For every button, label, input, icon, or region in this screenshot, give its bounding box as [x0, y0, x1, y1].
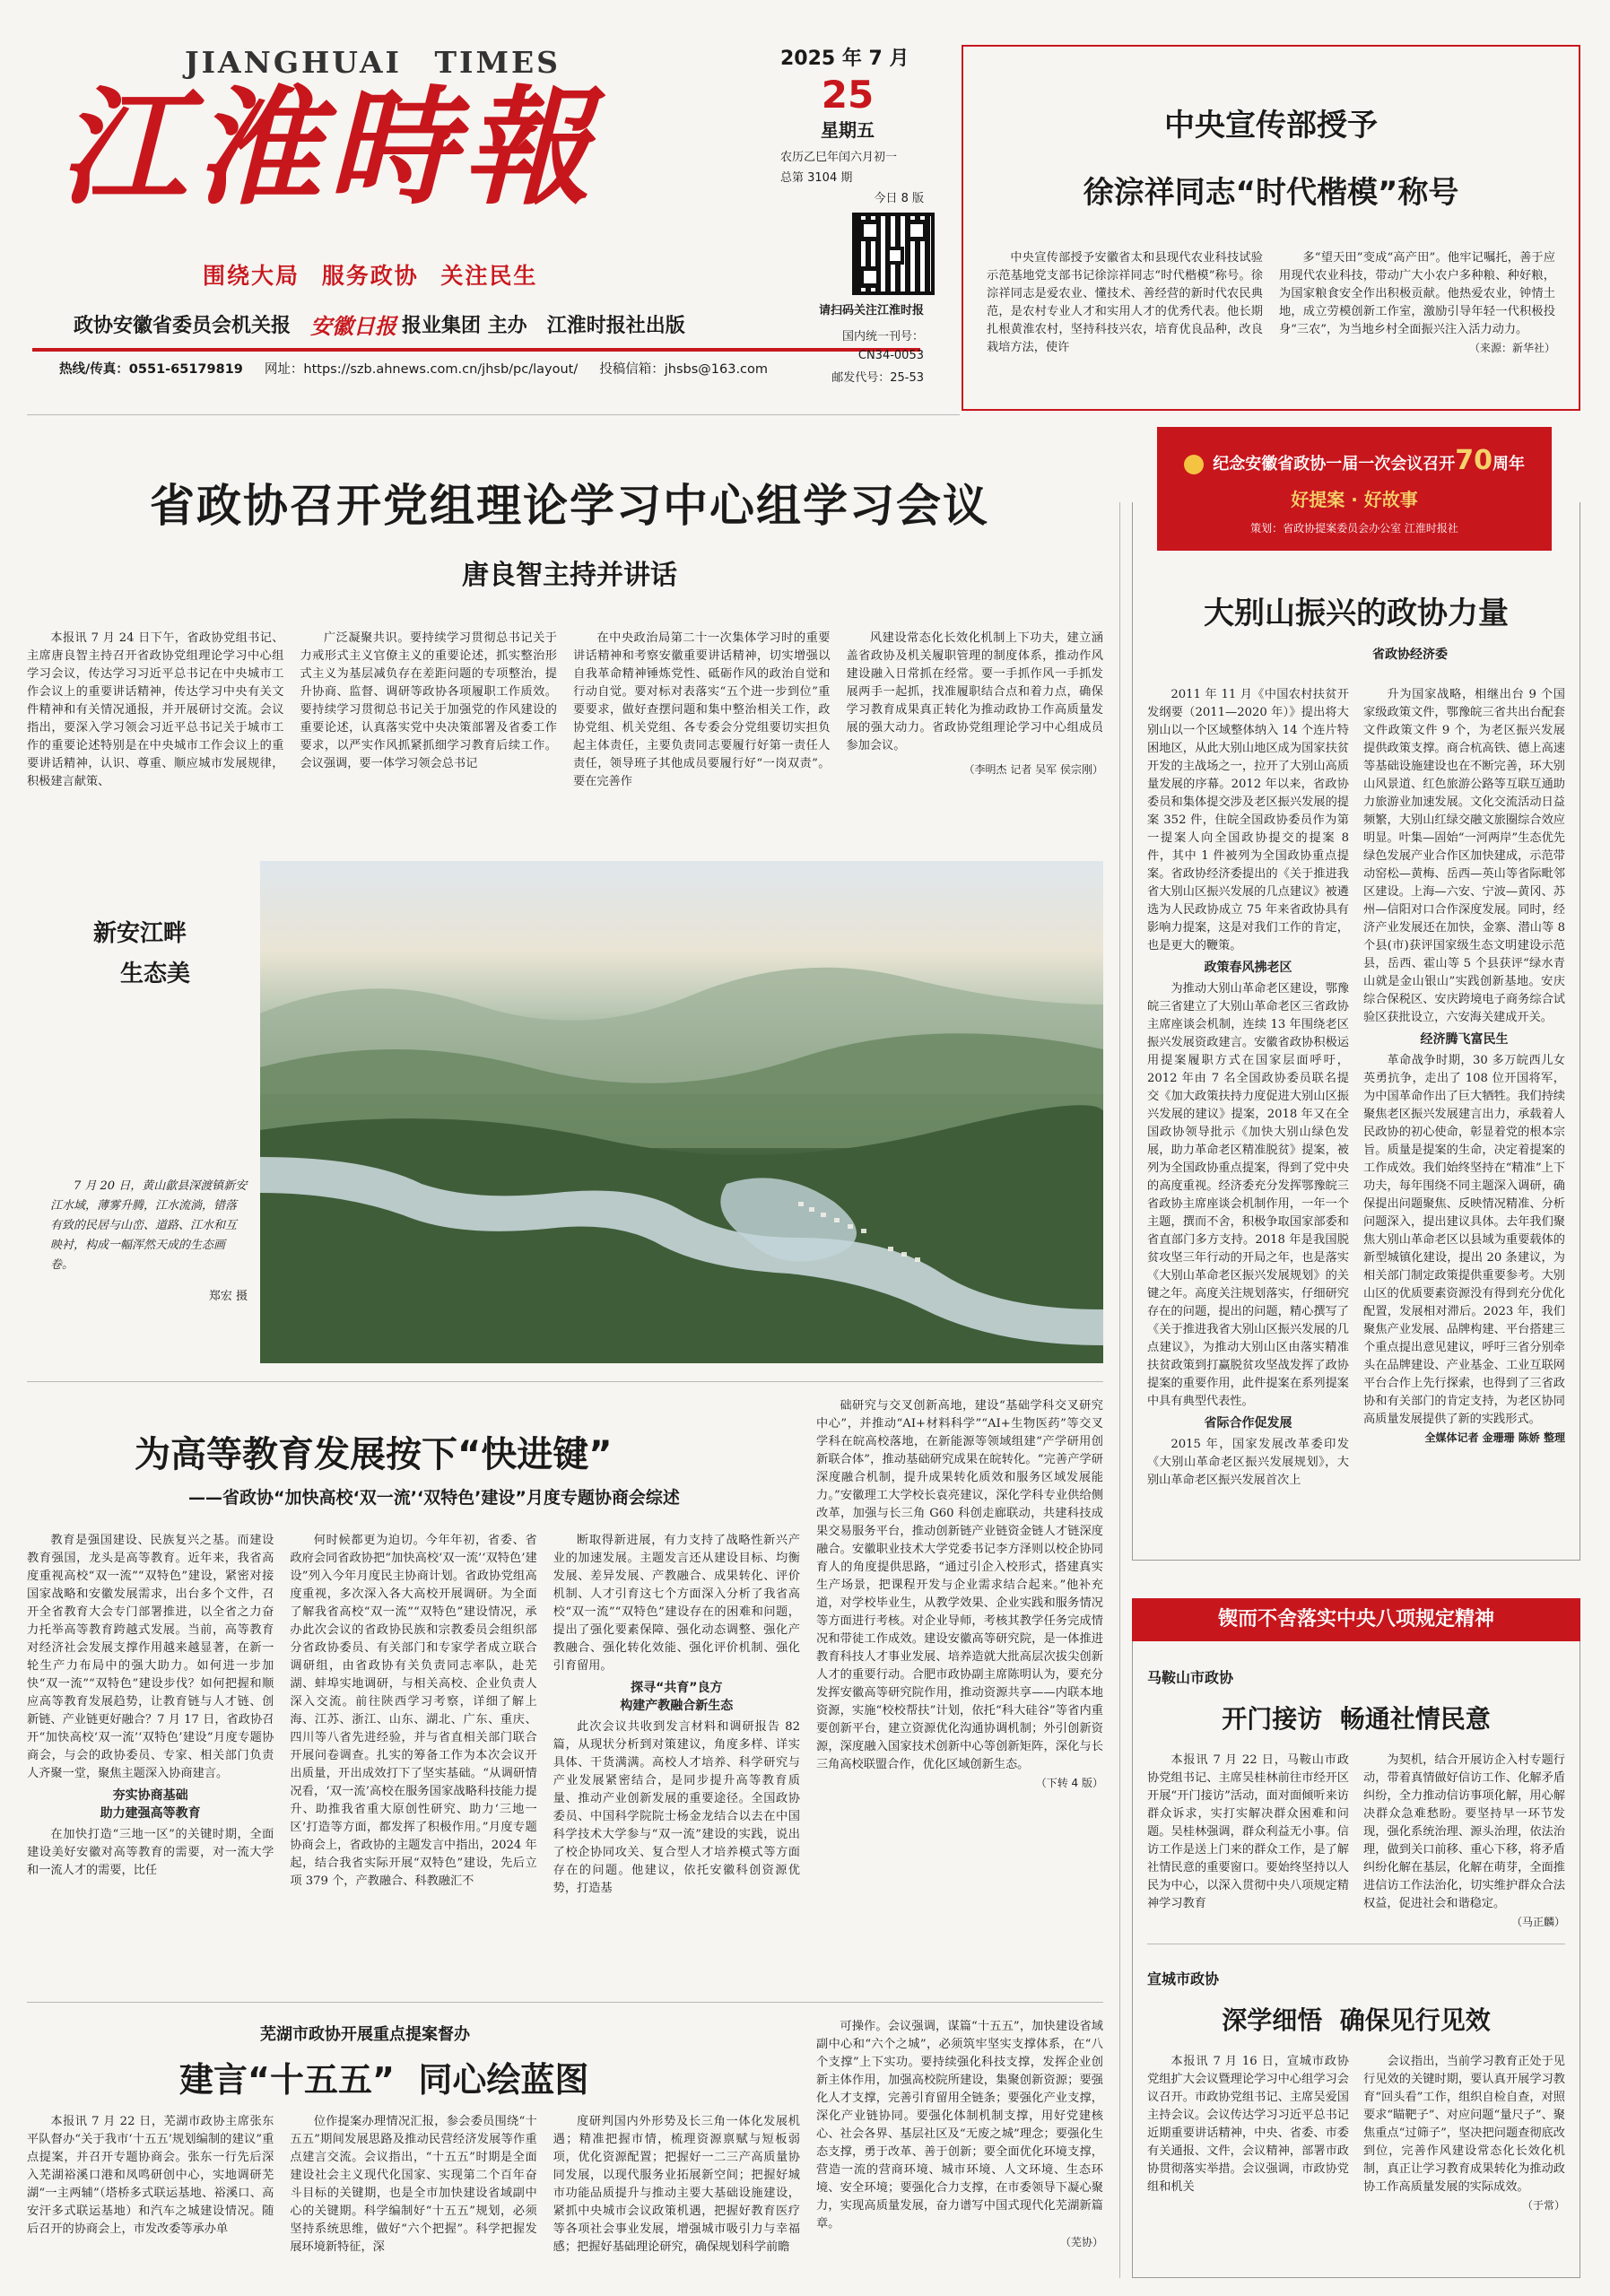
lead-col-2: 广泛凝聚共识。要持续学习贯彻总书记关于力戒形式主义官僚主义的重要论述，抓实整治形式主义为基层减负存在差距问题的专项整治，提升协商、监督、调研等政协各项履职工作质效。要持续学习贯彻总书记关于加强党的作风建设的重要论述，认真落实党中央决策部署及省委工作要求，以严实作风抓紧抓细学习教育后续工作。会议强调，要一体学习领会总书记 [300, 631, 557, 770]
wuhu-byline: （芜协） [1059, 2236, 1103, 2248]
cn-label: 国内统一刊号： [841, 330, 924, 344]
wuhu-col-3: 度研判国内外形势及长三角一体化发展机遇；精准把握市情，梳理资源禀赋与短板弱项，优化资源配置；把握好一二三产高质量协同发展，以现代服务业拓展新空间；把握好城市功能品质提升与推动主要大基础设施建设，紧抓中央城市会议政策机遇，把握好教育医疗等各项社会事业发展，增强城市吸引力与幸福感；把握好基础理论研究，确保规划科学前瞻 [553, 2115, 800, 2254]
edu-subhead-1b: 助力建强高等教育 [100, 1806, 201, 1821]
wuhu-top-rule [27, 2002, 1103, 2003]
top-story-title-1: 中央宣传部授予 [1164, 108, 1378, 144]
integrity-banner: 锲而不舍落实中央八项规定精神 [1132, 1598, 1580, 1641]
dabie-subhead-3: 经济腾飞富民生 [1420, 1032, 1509, 1047]
issue-number: 总第 3104 期 [780, 171, 853, 185]
anniversary-line-2: 好提案 · 好故事 [1291, 489, 1418, 510]
issue-day: 25 [821, 73, 875, 117]
lead-col-1: 本报讯 7 月 24 日下午，省政协党组书记、主席唐良智主持召开省政协党组理论学习中心组学习会议，传达学习习近平总书记在中央城市工作会议上的重要讲话精神，传达学习中央有关文件精神和有关情况通报，并开展研讨交流。会议指出，要深入学习领会习近平总书记关于城市工作的重要论述特别是在中央城市工作会议上的重要讲话精神，认识、尊重、顺应城市发展规律，积极建言献策、 [27, 631, 284, 788]
wuhu-title: 建言“十五五” 同心绘蓝图 [179, 2060, 589, 2100]
anniversary-line-1: 纪念安徽省政协一届一次会议召开 [1213, 455, 1456, 474]
edu-col-4: 础研究与交叉创新高地，建设“基础学科交叉研究中心”，并推动“AI+材料科学”“AI+生物医药”等交叉学科在皖高校落地，在新能源等领域组建“产学研用创新联合体”，推动基础研究成果在皖转化。“完善产学研深度融合机制，提升成果转化质效和服务区域发展能力。”安徽理工大学校长袁亮建议，深化学科专业供给侧改革，加强与长三角 G60 科创走廊联动，共建科技成果交易服务平台，推动创新链产业链资金链人才链深度融合。安徽职业技术大学党委书记李方泽则以校企协同育人的角度提供思路，“通过引企入校形式，搭建真实生产场景，把课程开发与企业需求结合起来。”他补充道，对学校毕业生，从教学效果、企业实践和服务情况等方面进行考核。对企业导师，考核其教学任务完成情况和带徒工作成效。建设安徽高等研究院，是一体推进教育科技人才事业发展、培养造就大批高层次拔尖创新人才的重要行动。合肥市政协副主席陈明认为，要充分发挥安徽高等研究院作用，推动资源共享——内联本地资源，实施“校校帮扶”计划，依托“科大硅谷”等省内重要创新平台，建立资源优化沟通协调机制；外引创新资源，深度融入国家技术创新中心等创新矩阵，深化与长三角高校联盟合作，优化区域创新生态。 （下转 4 版） [816, 1397, 1103, 1989]
photo-credit: 郑宏 摄 [208, 1290, 248, 1303]
edu-subhead-1: 夯实协商基础 [112, 1788, 188, 1803]
wuhu-col-4: 可操作。会议强调，谋篇“十五五”，加快建设省域副中心和“六个之城”，必须筑牢坚实支撑体系，在“八个支撑”上下实功。要持续强化科技支撑，发挥企业创新主体作用，加强高校院所建设，集聚创新资源；要强化人才支撑，完善引育留用全链条；要强化产业支撑，深化产业链协同。要强化体制机制支撑，用好党建核心、社会各界、基层社区及“无废之城”理念；要强化生态支撑，勇于改革、善于创新；要全面优化环境支撑，营造一流的营商环境、城市环境、人文环境、生态环境、安全环境；要强化合力支撑，在市委领导下凝心聚力，实现高质量发展，奋力谱写中国式现代化芜湖新篇章。 （芜协） [816, 2018, 1103, 2278]
hotline: 热线/传真：0551-65179819 [59, 362, 243, 377]
edu-title: 为高等教育发展按下“快进键” [135, 1434, 613, 1475]
ma-label: 马鞍山市政协 [1147, 1669, 1234, 1686]
lead-title: 省政协召开党组理论学习中心组学习会议 [150, 480, 989, 532]
lead-subtitle: 唐良智主持并讲话 [462, 560, 677, 591]
dabie-col-2: 升为国家战略，相继出台 9 个国家级政策文件，鄂豫皖三省共出台配套文件政策文件 9 个，为老区振兴发展提供政策支撑。商合杭高铁、德上高速等基础设施建设也在不断完善，环大别山风景道、红色旅游公路等互联互通助力旅游业加速发展。文化交流活动日益频繁，大别山红绿交融文旅圈综合效应明显。叶集—固始“一河两岸”生态优先绿色发展产业合作区加快建成，示范带动窑松—黄梅、岳西—英山等省际毗邻区建设。上海—六安、宁波—黄冈、苏州—信阳对口合作深度发展。同时，经济产业发展还在加快，金寨、潜山等 8 个县(市)获评国家级生态文明建设示范县，岳西、霍山等 5 个县获评“绿水青山就是金山银山”实践创新基地。安庆综合保税区、安庆跨境电子商务综合试验区获批设立，六安海关建成开关。 经济腾飞富民生 革命战争时期，30 多万皖西儿女英勇抗争，走出了 108 位开国将军，为中国革命作出了巨大牺牲。我们持续聚焦老区振兴发展建言出力，承载着人民政协的初心使命，彰显着党的根本宗旨。质量是提案的生命，决定着提案的工作成效。我们始终坚持在“精准”上下功夫，每年围绕不同主题深入调研，确保提出问题聚焦、反映情况精准、分析问题深入，提出建议具体。去年我们聚焦大别山革命老区以县域为重要载体的新型城镇化建设，提出 20 条建议，为相关部门制定政策提供重要参考。大别山区的优质要素资源没有得到充分优化配置，发展相对滞后。2023 年，我们聚焦产业发展、品牌构建、平台搭建三个重点提出意见建议，呼吁三省分别牵头在品牌建设、产业基金、工业互联网平台合作上先行探索，也得到了三省政协和有关部门的肯定支持，为老区协同高质量发展提供了新的实践形式。 全媒体记者 金珊珊 陈娇 整理 [1363, 686, 1565, 1556]
lead-byline: （李明杰 记者 吴军 侯宗刚） [963, 763, 1103, 776]
anniversary-line-3: 策划：省政协提案委员会办公室 江淮时报社 [1250, 522, 1458, 535]
postal-code: 邮发代号：25-53 [831, 371, 924, 385]
english-name: JIANGHUAI TIMES [185, 45, 561, 80]
dabie-box [1132, 502, 1580, 1561]
publisher: 江淮时报社出版 [546, 315, 685, 337]
edu-subhead-2: 探寻“共育”良方 [631, 1681, 723, 1695]
group-text: 报业集团 主办 [402, 315, 527, 337]
landscape-photo-art [260, 861, 1103, 1363]
anniversary-line-1b: 周年 [1493, 455, 1526, 474]
top-story-col-2: 多“望天田”变成“高产田”。他牢记嘱托，善于应用现代农业科技，带动广大小农户多种粮、种好粮，为国家粮食安全作出积极贡献。他热爱农业，钟情土地，成立劳模创新工作室，激励引导年轻一代积极投身“三农”，为当地乡村全面振兴注入活力动力。 （来源：新华社） [1279, 249, 1555, 393]
xc-label: 宣城市政协 [1147, 1970, 1220, 1987]
wuhu-col-1: 本报讯 7 月 22 日，芜湖市政协主席张东平队督办“关于我市‘十五五’规划编制的建议”重点提案，并召开专题协商会。张东一行先后深入芜湖裕溪口港和凤鸣研创中心，实地调研芜湖“一主两辅”（塔桥多式联运基地、裕溪口、高安汗多式联运基地）和汽车之城建设情况。随后召开的协商会上，市发改委等承办单 [27, 2115, 274, 2236]
photo-caption-block [50, 897, 248, 1363]
issue-lunar: 农历乙巳年闰六月初一 [780, 151, 898, 164]
top-story-byline: （来源：新华社） [1468, 342, 1555, 354]
dabie-subhead-1: 政策春风拂老区 [1204, 961, 1292, 975]
xc-col-2: 会议指出，当前学习教育正处于见行见效的关键时期，要认真开展学习教育“回头看”工作，组织自检自查，对照要求“瞄靶子”、对应问题“量尺子”、聚焦重点“过筛子”，坚决把问题查彻底改到位，完善作风建设常态化长效化机制，真正让学习教育成果转化为推动政协工作高质量发展的实际成效。 （于常） [1363, 2053, 1565, 2223]
cn-number: CN34-0053 [857, 349, 924, 362]
ma-col-2: 为契机，结合开展访企入村专题行动，带着真情做好信访工作、化解矛盾纠纷，全力推动信访事项化解，用心解决群众急难愁盼。要坚持早一环节发现，强化系统治理、源头治理，依法治理，做到关口前移、重心下移，将矛盾纠纷化解在基层，化解在萌芽，全面推进信访工作法治化，切实维护群众合法权益，促进社会和谐稳定。 （马正麟） [1363, 1752, 1565, 1931]
edu-col-1: 教育是强国建设、民族复兴之基。而建设教育强国，龙头是高等教育。近年来，我省高度重视高校“双一流”“双特色”建设，紧密对接国家战略和安徽发展需求，出台多个文件，召开全省教育大会专门部署推进，以全省之力奋力托举高等教育跨越式发展。当前，高等教育对经济社会发展支撑作用越来越显著，在新一轮生产力布局中的强大助力。如何进一步加快“双一流”“双特色”建设步伐？如何把握和顺应高等教育发展趋势，让教育链与人才链、创新链、产业链更好融合？7 月 17 日，省政协召开“加快高校‘双一流’‘双特色’建设”月度专题协商会，与会的政协委员、专家、相关部门负责人齐聚一堂，聚焦主题深入协商建言。 夯实协商基础 助力建强高等教育 在加快打造“三地一区”的关键时期，全面建设美好安徽对高等教育的需要，对一流大学和一流人才的需要，比任 [27, 1534, 274, 1877]
top-story-title-2: 徐淙祥同志“时代楷模”称号 [1083, 175, 1459, 211]
edu-top-rule [27, 1381, 1103, 1382]
issue-weekday: 星期五 [821, 119, 875, 141]
ma-col-1: 本报讯 7 月 22 日，马鞍山市政协党组书记、主席吴桂林前往市经开区开展“开门接访”活动，面对面倾听来访群众诉求，实打实解决群众困难和问题。吴桂林强调，群众利益无小事。信访工作是送上门来的群众工作，是了解社情民意的重要窗口。要始终坚持以人民为中心，以深入贯彻中央八项规定精神学习教育 [1147, 1753, 1349, 1910]
edu-col-2: 何时候都更为迫切。今年年初，省委、省政府会同省政协把“加快高校‘双一流’‘双特色’建设”列入今年月度民主协商计划。省政协党组高度重视，多次深入各大高校开展调研。为全面了解我省高校“双一流”“双特色”建设情况，承办此次会议的省政协民族和宗教委员会组织部分省政协委员、有关部门和专家学者成立联合调研组，由省政协有关负责同志率队，赴芜湖、蚌埠实地调研，与相关高校、企业负责人深入交流。前往陕西学习考察，详细了解上海、江苏、浙江、山东、湖北、广东、重庆、四川等八省先进经验，并与省直相关部门联合开展问卷调查。扎实的筹备工作为本次会议开出质量，开出成效打下了坚实基础。“从调研情况看，‘双一流’高校在服务国家战略科技能力提升、助推我省重大原创性研究、助力‘三地一区’打造等方面，都发挥了积极作用。”月度专题协商会上，省政协的主题发言中指出，2024 年起，结合我省实际开展“双特色”建设，先后立项 379 个，产教融合、科教融汇不 [290, 1534, 537, 1888]
emblem-icon [1184, 455, 1204, 474]
lead-col-4: 风建设常态化长效化机制上下功夫，建立涵盖省政协及机关履职管理的制度体系，推动作风建设融入日常抓在经常。要一手抓作风一手抓发展两手一起抓，找准履职结合点和着力点，确保学习教育成果真正转化为推动政协工作高质量发展的强大动力。省政协党组理论学习中心组成员参加会议。 （李明杰 记者 吴军 侯宗刚） [847, 630, 1104, 850]
dabie-col-1: 2011 年 11 月《中国农村扶贫开发纲要（2011—2020 年）》提出将大别山以一个区域整体纳入 14 个连片特困地区，从此大别山地区成为国家扶贫开发的主战场之一，拉开了大别山高质量发展的序幕。2012 年以来，省政协委员和集体提交涉及老区振兴发展的提案 352 件，住皖全国政协委员作为第一提案人向全国政协提交的提案 8 件，其中 1 件被列为全国政协重点提案。省政协经济委提出的《关于推进我省大别山区振兴发展的几点建议》被遴选为人民政协成立 75 年来省政协具有影响力提案，这是对我们工作的肯定，也是更大的鞭策。 政策春风拂老区 为推动大别山革命老区建设，鄂豫皖三省建立了大别山革命老区三省政协主席座谈会机制，连续 13 年围绕老区振兴发展资政建言。安徽省政协积极运用提案履职方式在国家层面呼吁，2012 年由 7 名全国政协委员联名提交《加大政策扶持力度促进大别山区振兴发展的建议》提案，2018 年又在全国政协领导批示《加快大别山绿色发展，助力革命老区精准脱贫》提案，被列为全国政协重点提案，得到了党中央的高度重视。经济委充分发挥鄂豫皖三省政协主席座谈会机制作用，一年一个主题，撰而不舍，积极争取国家部委和省直部门多方支持。2018 年是我国脱贫攻坚三年行动的开局之年，也是落实《大别山革命老区振兴发展规划》的关键之年。高度关注规划落实，仔细研究存在的问题，提出的问题，精心撰写了《关于推进我省大别山区振兴发展的几点建议》，为推动大别山区由落实精准扶贫政策到打赢脱贫攻坚战发挥了政协提案的重要作用，此件提案在系列提案中具有典型代表性。 省际合作促发展 2015 年，国家发展改革委印发《大别山革命老区振兴发展规划》，大别山革命老区振兴发展首次上 [1147, 688, 1349, 1487]
edu-col-3: 断取得新进展，有力支持了战略性新兴产业的加速发展。主题发言还从建设目标、均衡发展、差异发展、产教融合、成果转化、评价机制、人才引育这七个方面深入分析了我省高校“双一流”“双特色”建设存在的困难和问题，提出了强化要素保障、强化动态调整、强化产教融合、强化转化效能、强化评价机制、强化引育留用。 探寻“共育”良方 构建产教融合新生态 此次会议共收到发言材料和调研报告 82 篇，从现状分析到对策建议，角度多样、详实具体、干货满满。高校人才培养、科学研究与产业发展紧密结合，是同步提升高等教育质量、推动产业创新发展的重要途径。全国政协委员、中国科学院院士杨金龙结合以去在中国科学技术大学参与“双一流”建设的实践，说出了校企协同攻关、复合型人才培养模式等方面存在的问题。他建议，依托安徽科创资源优势，打造基 [553, 1534, 800, 1895]
dabie-subhead-2: 省际合作促发展 [1204, 1416, 1292, 1431]
wuhu-col-2: 位作提案办理情况汇报，参会委员围绕“十五五”期间发展思路及推动民营经济发展等作重点建言交流。会议指出，“十五五”时期是全面建设社会主义现代化国家、实现第二个百年奋斗目标的关键期，也是全市加快建设省域副中心的关键期。科学编制好“十五五”规划，必须坚持系统思维，做好“六个把握”。科学把握发展环境新特征，深 [290, 2115, 537, 2254]
sponsor: 政协安徽省委员会机关报 [74, 315, 292, 337]
issue-year-month: 2025 年 7 月 [780, 48, 909, 70]
qr-caption: 请扫码关注江淮时报 [818, 304, 924, 317]
dabie-byline: 全媒体记者 金珊珊 陈娇 整理 [1424, 1431, 1565, 1444]
edu-subtitle: ——省政协“加快高校‘双一流’‘双特色’建设”月度专题协商会综述 [188, 1488, 680, 1508]
edu-body [27, 1532, 800, 1989]
masthead-bottom-rule [27, 414, 960, 415]
group-logo: 安徽日报 [310, 313, 397, 339]
edu-continued: （下转 4 版） [1035, 1777, 1103, 1789]
photo-title-2: 生态美 [120, 961, 191, 987]
edu-subhead-2b: 构建产教融合新生态 [620, 1699, 734, 1713]
dabie-author: 省政协经济委 [1372, 648, 1448, 662]
lead-body [27, 630, 1103, 850]
top-story-box [962, 45, 1580, 411]
xc-title: 深学细悟 确保见行见效 [1222, 2005, 1491, 2035]
wuhu-kicker: 芜湖市政协开展重点提案督办 [260, 2025, 470, 2044]
photo-caption: 7 月 20 日，黄山歙县深渡镇新安江水域，薄雾升腾，江水流淌，错落有致的民居与山峦、道路、江水和互映衬，构成一幅浑然天成的生态画卷。 [50, 1179, 248, 1272]
email[interactable]: 投稿信箱：jhsbs@163.com [599, 362, 769, 377]
photo-title-1: 新安江畔 [93, 920, 187, 947]
dabie-title: 大别山振兴的政协力量 [1204, 596, 1509, 631]
masthead-title: 江淮時報 [59, 74, 597, 222]
lead-col-3: 在中央政治局第二十一次集体学习时的重要讲话精神和考察安徽重要讲话精神，切实增强以自我革命精神锤炼党性、砥砺作风的政治自觉和行动自觉。要对标对表落实“五个进一步到位”重要要求，做好查摆问题和集中整治相关工作，政协党组、机关党组、各专委会分党组要切实担负起主体责任，主要负责同志要履行好第一责任人责任，领导班子其他成员要履行好“一岗双责”。要在完善作 [573, 631, 831, 788]
ma-byline: （马正麟） [1510, 1916, 1565, 1928]
website[interactable]: 网址：https://szb.ahnews.com.cn/jhsb/pc/layout/ [264, 362, 579, 377]
wuhu-body [27, 2113, 800, 2278]
top-story-col-1: 中央宣传部授予安徽省太和县现代农业科技试验示范基地党支部书记徐淙祥同志“时代楷模”称号。徐淙祥同志是爱农业、懂技术、善经营的新时代农民典范，是农村专业人才和实用人才的优秀代表。他长期扎根黄淮农村，坚持科技兴农，培育优良品种，改良栽培方法，使许 [987, 251, 1263, 354]
integrity-box [1132, 1641, 1580, 2278]
anniversary-number: 70 [1455, 445, 1493, 476]
xc-col-1: 本报讯 7 月 16 日，宣城市政协党组扩大会议暨理论学习中心组学习会议召开。市政协党组书记、主席吴爱国主持会议。会议传达学习习近平总书记近期重要讲话精神，中央、省委、市委有关通报、文件，会议精神，部署市政协贯彻落实举措。会议强调，市政协党组和机关 [1147, 2055, 1349, 2194]
issue-pages: 今日 8 版 [874, 192, 924, 205]
slogan: 围绕大局 服务政协 关注民生 [203, 263, 538, 289]
qr-code[interactable] [852, 213, 935, 295]
right-col-rule [1119, 502, 1120, 2278]
landscape-photo [260, 861, 1103, 1363]
issue-info [780, 43, 951, 385]
ma-title: 开门接访 畅通社情民意 [1222, 1704, 1491, 1734]
xc-byline: （于常） [1521, 2199, 1565, 2212]
